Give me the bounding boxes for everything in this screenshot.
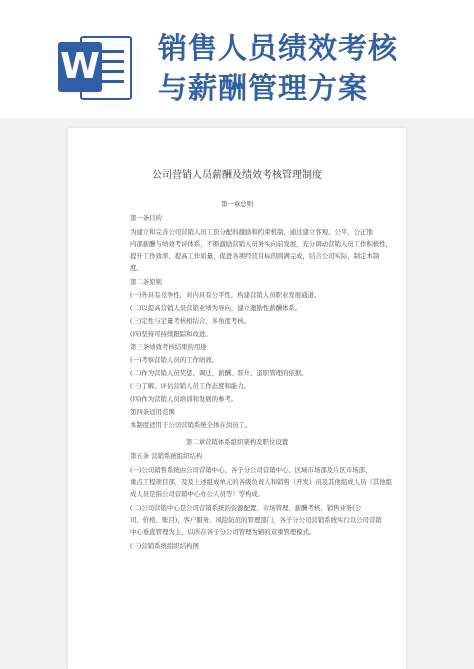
paragraph-line: 提升工作效率，提高工作质量，促进各项经营目标的圆满完成，结合公司实际，制定本制 — [130, 252, 380, 260]
list-item: (三)营销系统组织结构图 — [130, 542, 199, 550]
document-title: 公司营销人员薪酬及绩效考核管理制度 — [152, 170, 322, 181]
article-heading: 第三条绩效考核结果的用途 — [130, 343, 207, 351]
list-item: (四)作为营销人员培训和发展的参考。 — [130, 395, 238, 403]
paragraph-line: (一)公司销售系统由公司营销中心、各子分公司营销中心、区域市场部及片区市场部、 — [130, 466, 372, 474]
paragraph-line: 本制度适用于公司营销系统全体在岗员工。 — [130, 421, 252, 429]
paragraph-line: 重点工程项目部，及及上述组成单元的各级负责人和销售（开发）员及其他组成人员（其他组 — [130, 478, 393, 486]
list-item: (三)定性与定量考核相结合，多角度考核。 — [130, 317, 251, 325]
article-heading: 第四条适用范围 — [130, 408, 175, 416]
banner-title-line1: 销售人员绩效考核 — [158, 31, 399, 65]
paragraph-line: 成人员是指公司营销中心办公人员等）等构成。 — [130, 490, 265, 498]
list-item: (一)考察营销人员的工作绩效。 — [130, 356, 219, 364]
header-banner — [0, 0, 474, 118]
paragraph-line: 司、价格、账目)、客户服务、风险防范的管理部门，各子分公司营销系统实行以公司营销 — [130, 516, 382, 524]
word-document-icon — [58, 32, 134, 104]
paragraph-line: (二)公司营销中心是公司营销系统的资源配置、市场管理、薪酬考核、销售业务(公 — [130, 504, 362, 512]
paragraph-line: 为建立和完善公司营销人员工资分配的激励和约束机制，通过建立客观、公平、公正地 — [130, 228, 373, 236]
paragraph-line: 度。 — [130, 264, 143, 272]
document-page — [68, 128, 406, 669]
banner-title-line2: 与薪酬管理方案 — [158, 71, 369, 105]
paragraph-line: 内部薪酬与绩效考评体系，不断激励营销人员务实向前发展，充分调动营销人员工作积极性， — [130, 240, 393, 248]
article-heading: 第二条原则 — [130, 278, 162, 286]
chapter-heading: 第一章总则 — [221, 200, 253, 208]
article-heading: 第五条 营销系统组织结构 — [130, 452, 203, 460]
list-item: (二)作为营销人员奖惩、调迁、薪酬、晋升、退职管理的依据。 — [130, 369, 308, 377]
list-item: (一)外具有竞争性，对内具有公平性，构建营销人员职业发展通道。 — [130, 291, 321, 299]
paragraph-line: 中心垂直管理为主，以所在各子分公司管理为辅的双重管理模式。 — [130, 528, 316, 536]
list-item: (二)以提高营销人员营销业绩为导向，建立激励性薪酬体系。 — [130, 304, 302, 312]
article-heading: 第一条目的 — [130, 214, 162, 222]
list-item: (三)了解、评估营销人员工作态度和能力。 — [130, 382, 251, 390]
word-logo-letter: W — [58, 42, 102, 92]
chapter-heading: 第二章营销体系组织架构及职位设置 — [185, 438, 289, 446]
list-item: (四)坚持可持续跟踪和改进。 — [130, 330, 212, 338]
